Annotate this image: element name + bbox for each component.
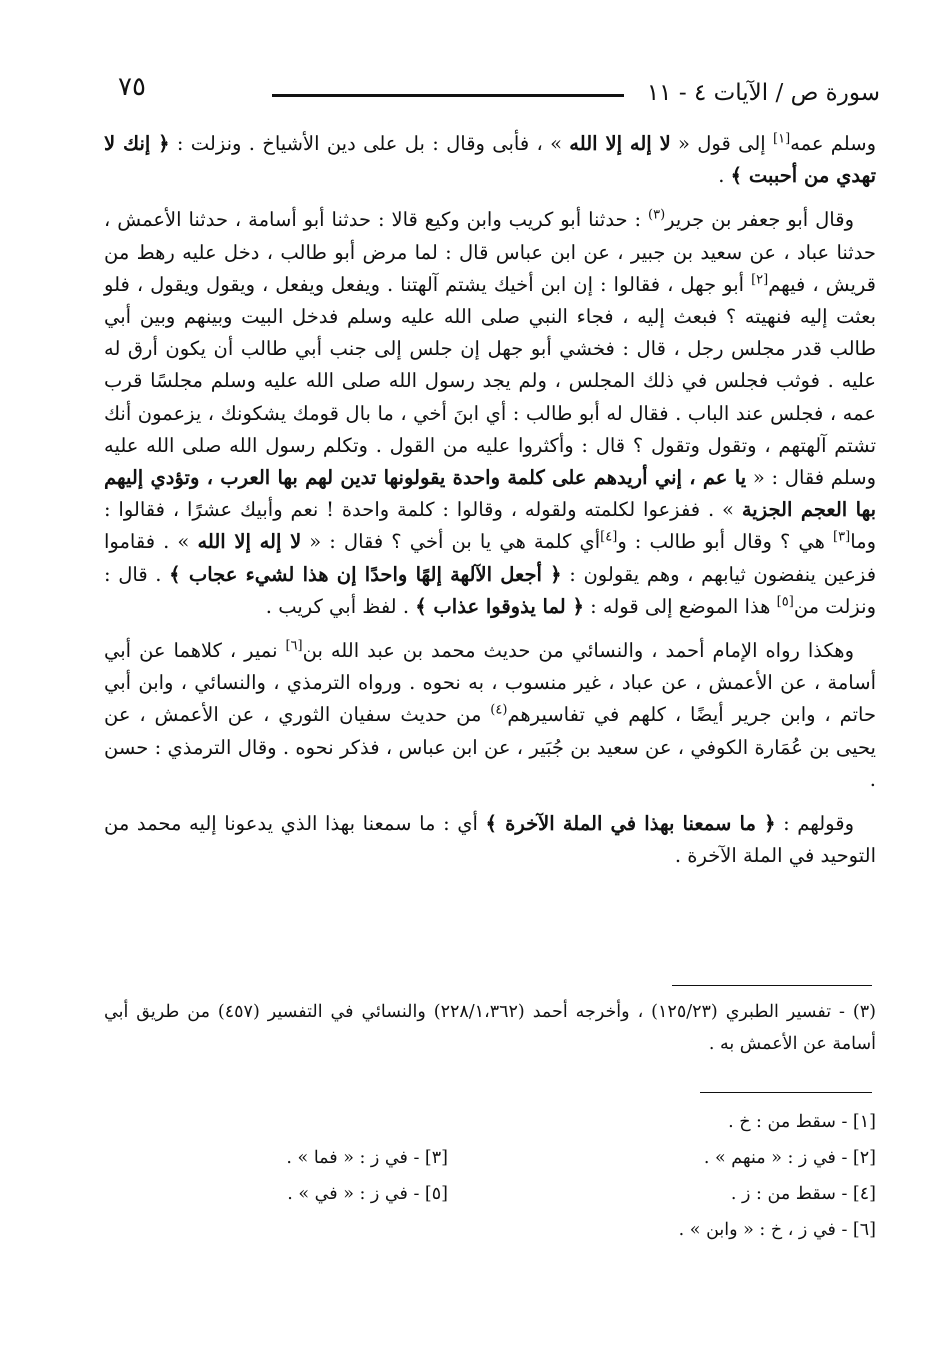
page-number: ٧٥: [118, 72, 146, 102]
footnote: (٣) - تفسير الطبري (١٢٥/٢٣) ، وأخرجه أحمد (٢٢٨/١،٣٦٢) والنسائي في التفسير (٤٥٧) من طريق أبي أسامة عن الأعمش به .: [104, 1002, 876, 1054]
text-run: .: [718, 164, 731, 188]
note-marker: [٤]: [600, 529, 618, 545]
bold-quote: ﴿ لما يذوقوا عذاب ﴾: [415, 594, 584, 618]
note-marker: [١]: [773, 131, 791, 147]
note-marker: [٥]: [776, 594, 794, 610]
textual-variants: [104, 1104, 876, 1254]
text-run: هذا الموضع إلى قوله :: [583, 594, 777, 618]
main-text: [104, 128, 876, 884]
variant-note: [١] - سقط من : خ .: [728, 1112, 876, 1132]
text-run: » ، فأبى وقال : بل على دين الأشياخ . ونزلت :: [169, 132, 570, 155]
text-run: أي كلمة هي يا بن أخي ؟ فقال : «: [301, 530, 601, 554]
variant-note: [٢] - في ز : « منهم » .: [703, 1148, 876, 1168]
variants-right-column: [576, 1104, 876, 1248]
page-header: [100, 72, 880, 112]
note-marker: (٣): [648, 207, 666, 223]
note-marker: [٢]: [751, 272, 769, 288]
variants-left-column: [188, 1140, 448, 1212]
text-run: : حدثنا أبو كريب وابن وكيع قالا : حدثنا أبو أسامة ، حدثنا الأعمش ، حدثنا عباد ، عن سعيد بن جبير ، عن ابن عباس قال : لما مرض أبو طالب ، دخل عليه رهط من قريش ، فيهم: [104, 208, 876, 296]
text-run: وقولهم :: [775, 812, 854, 836]
text-run: وسلم عمه: [790, 132, 876, 155]
text-run: هي ؟ وقال أبو طالب : و: [617, 530, 834, 554]
bold-quote: لا إله إلا الله: [197, 530, 302, 554]
variant-note: [٥] - في ز : « في » .: [287, 1184, 448, 1204]
variant-note: [٣] - في ز : « فما » .: [286, 1148, 448, 1168]
variant-note: [٤] - سقط من : ز .: [730, 1184, 876, 1204]
text-run: نمير ، كلاهما عن أبي أسامة ، عن الأعمش ، عن عباد ، غير منسوب ، به نحوه . ورواه الترمذي ، والنسائي ، وابن أبي حاتم ، وابن جرير أيضًا ، كلهم في تفاسيرهم: [104, 639, 877, 727]
paragraph: [104, 808, 876, 872]
text-run: . لفظ أبي كريب .: [265, 594, 416, 618]
header-rule: [272, 94, 624, 97]
section-title: سورة ص / الآيات ٤ - ١١: [646, 80, 880, 106]
paragraph: [104, 128, 876, 192]
bold-quote: ﴿ ما سمعنا بهذا في الملة الآخرة ﴾: [485, 812, 776, 836]
text-run: وهكذا رواه الإمام أحمد ، والنسائي من حديث محمد بن عبد الله بن: [302, 639, 855, 663]
text-run: إلى قول «: [670, 132, 773, 155]
bold-quote: لا إله إلا الله: [569, 132, 671, 155]
paragraph: [104, 204, 876, 623]
note-marker: (٤): [490, 702, 508, 718]
bold-quote: ﴿ أجعل الآلهة إلهًا واحدًا إن هذا لشيء عجاب ﴾: [169, 562, 562, 586]
note-marker: [٦]: [285, 638, 303, 654]
paragraph: [104, 635, 876, 796]
footnote-rule: [672, 985, 872, 986]
note-marker: [٣]: [833, 529, 851, 545]
text-run: أي : ما سمعنا بهذا الذي يدعونا إليه محمد من التوحيد في الملة الآخرة .: [104, 812, 876, 868]
text-run: من حديث سفيان الثوري ، عن الأعمش ، عن يحيى بن عُمَارة الكوفي ، عن سعيد بن جُبَير ، عن ابن عباس ، فذكر نحوه . وقال الترمذي : حسن .: [104, 703, 876, 791]
bold-quote: ﴿ إنك لا تهدي من أحببت ﴾: [104, 132, 876, 188]
text-run: » . ففزعوا لكلمته ولقوله ، وقالوا : كلمة واحدة ! نعم وأبيك عشرًا ، فقالوا : وما: [104, 498, 876, 554]
text-run: وقال أبو جعفر بن جرير: [665, 208, 854, 232]
bold-quote: يا عم ، إني أريدهم على كلمة واحدة يقولونها تدين لهم بها العرب ، وتؤدي إليهم بها العجم الجزية: [104, 466, 876, 522]
variant-note: [٦] - في ز ، خ : « وابن » .: [678, 1220, 876, 1240]
text-run: أبو جهل ، فقالوا : إن ابن أخيك يشتم آلهتنا . ويفعل ويفعل ، ويقول ويقول ، فلو بعثت إليه فنهيته ؟ فبعث إليه ، فجاء النبي صلى الله عليه وسلم فدخل البيت وبينهم وبين أبي طالب قدر مجلس رجل ، قال : فخشي أبو جهل إن جلس إلى جنب أبي طالب أن يكون أرق له عليه . فوثب فجلس في ذلك المجلس ، ولم يجد رسول الله صلى الله عليه وسلم مجلسًا قرب عمه ، فجلس عند الباب . فقال له أبو طالب : أي ابنَ أخي ، ما بال قومك يشكونك ، يزعمون أنك تشتم آلهتهم ، وتقول وتقول ؟ قال : وأكثروا عليه من القول . وتكلم رسول الله صلى الله عليه وسلم فقال : «: [104, 272, 876, 490]
variants-rule: [700, 1092, 872, 1093]
text-run: . قال : ونزلت من: [104, 562, 876, 618]
text-run: » . فقاموا فزعين ينفضون ثيابهم ، وهم يقولون :: [104, 530, 877, 586]
